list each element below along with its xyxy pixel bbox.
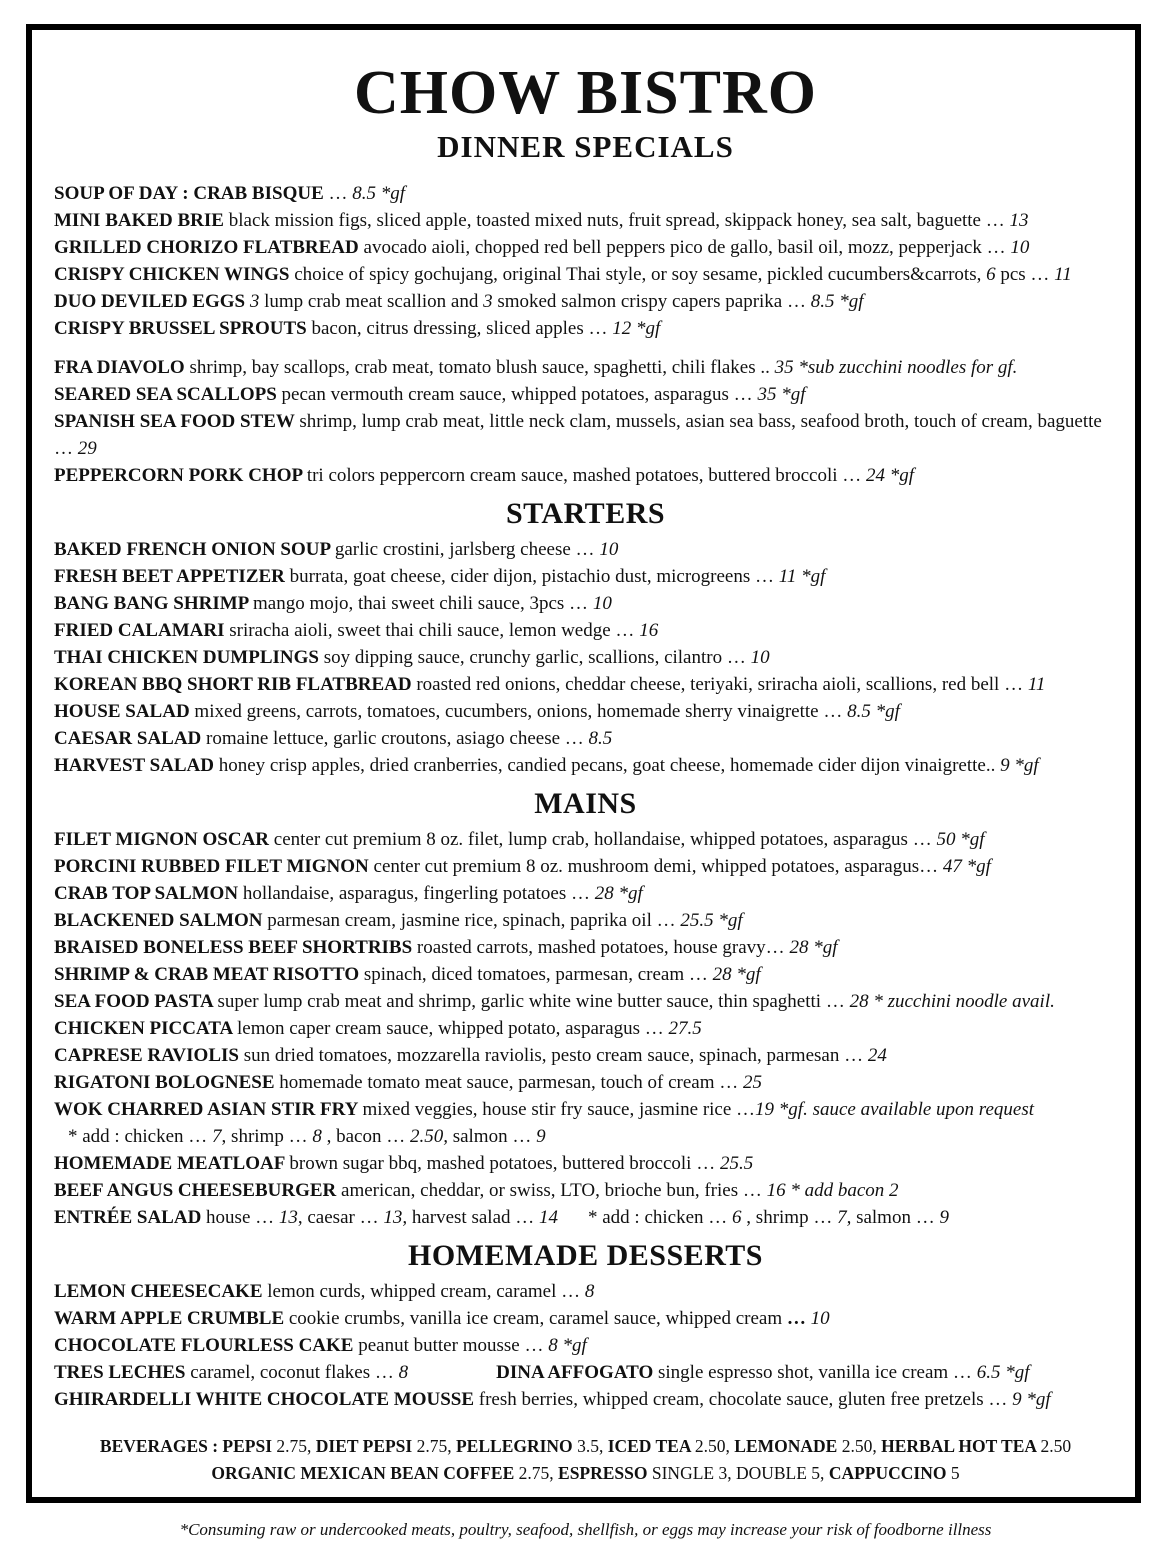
item-text: 29 <box>77 438 97 459</box>
item-text: SINGLE 3, DOUBLE 5, <box>651 1463 829 1483</box>
item-text: 19 *gf. sauce available upon request <box>755 1099 1035 1120</box>
item-text: , shrimp … <box>741 1207 838 1228</box>
menu-item <box>54 752 1117 779</box>
item-text: sun dried tomatoes, mozzarella raviolis, pesto cream sauce, spinach, parmesan … <box>243 1045 868 1066</box>
menu-item <box>54 617 1117 644</box>
item-text: 28 *gf <box>712 964 761 985</box>
item-name: CHICKEN PICCATA <box>54 1018 237 1039</box>
item-text: 10 <box>592 593 612 614</box>
section-heading: MAINS <box>534 787 637 820</box>
item-text: 25.5 <box>719 1153 754 1174</box>
item-name: CRISPY CHICKEN WINGS <box>54 264 295 285</box>
item-text: tri colors peppercorn cream sauce, mashed potatoes, buttered broccoli … <box>306 465 867 486</box>
item-name: HERBAL HOT TEA <box>881 1436 1041 1456</box>
menu-item <box>54 1015 1117 1042</box>
item-text: choice of spicy gochujang, original Thai style, or soy sesame, pickled cucumbers&carrots, <box>294 264 987 285</box>
item-name: FRA DIAVOLO <box>54 357 190 378</box>
menu-item <box>54 1359 1117 1386</box>
menu-item <box>54 934 1117 961</box>
item-name: SHRIMP & CRAB MEAT RISOTTO <box>54 964 364 985</box>
item-name: WARM APPLE CRUMBLE <box>54 1308 289 1329</box>
item-text: 25 <box>743 1072 762 1093</box>
item-name: PELLEGRINO <box>455 1436 578 1456</box>
item-text: 6 <box>732 1207 742 1228</box>
item-name: RIGATONI BOLOGNESE <box>54 1072 280 1093</box>
menu-item <box>54 354 1117 381</box>
menu-item <box>54 381 1117 408</box>
item-text: 8 *gf <box>548 1335 587 1356</box>
item-text: avocado aioli, chopped red bell peppers pico de gallo, basil oil, mozz, pepperjack … <box>363 237 1011 258</box>
restaurant-name: CHOW BISTRO <box>354 59 817 127</box>
item-text: 14 <box>539 1207 558 1228</box>
menu-item <box>54 563 1117 590</box>
item-text: honey crisp apples, dried cranberries, candied pecans, goat cheese, homemade cider dijon vinaigrette.. <box>218 755 1001 776</box>
item-name: PORCINI RUBBED FILET MIGNON <box>54 856 374 877</box>
item-text: 28 * zucchini noodle avail. <box>849 991 1055 1012</box>
menu-item <box>54 1204 1117 1231</box>
item-text: 8.5 *gf <box>810 291 864 312</box>
item-text: 24 *gf <box>866 465 915 486</box>
menu-item <box>54 1305 1117 1332</box>
section-heading: HOMEMADE DESSERTS <box>407 1239 763 1272</box>
menu-item <box>54 315 1117 342</box>
item-text: 13 <box>1009 210 1029 231</box>
item-text: 8 <box>584 1281 595 1302</box>
item-text: 2.50, <box>841 1436 882 1456</box>
item-text: , shrimp … <box>221 1126 313 1147</box>
item-text: 16 <box>639 620 659 641</box>
item-name: CAESAR SALAD <box>54 728 207 749</box>
item-text: 13, <box>383 1207 408 1228</box>
item-text: roasted red onions, cheddar cheese, teriyaki, sriracha aioli, scallions, red bell … <box>416 674 1028 695</box>
item-text: 16 * add bacon 2 <box>766 1180 899 1201</box>
item-text: american, cheddar, or swiss, LTO, brioche bun, fries … <box>341 1180 767 1201</box>
item-text: 5 <box>950 1463 960 1483</box>
item-name: CAPPUCCINO <box>828 1463 951 1483</box>
item-text: 9 *gf <box>1012 1389 1051 1410</box>
item-text: 3 <box>483 291 498 312</box>
menu-item <box>54 880 1117 907</box>
item-text: 25.5 *gf <box>680 910 743 931</box>
section-heading: STARTERS <box>505 497 666 530</box>
item-text: center cut premium 8 oz. mushroom demi, whipped potatoes, asparagus… <box>373 856 943 877</box>
menu-item <box>54 1096 1117 1123</box>
menu-item <box>54 907 1117 934</box>
item-name: FRESH BEET APPETIZER <box>54 566 290 587</box>
item-name: THAI CHICKEN DUMPLINGS <box>54 647 324 668</box>
consumer-advisory-disclaimer: *Consuming raw or undercooked meats, poultry, seafood, shellfish, or eggs may increase your risk of foodborne illness <box>179 1520 992 1539</box>
item-text: 2.50, <box>694 1436 735 1456</box>
item-text: caramel, coconut flakes … <box>190 1362 399 1383</box>
item-text: brown sugar bbq, mashed potatoes, buttered broccoli … <box>289 1153 720 1174</box>
item-name: BEVERAGES : PEPSI <box>99 1436 277 1456</box>
item-text: 35 *gf <box>757 384 806 405</box>
item-text: 9 <box>536 1126 546 1147</box>
item-text: 12 *gf <box>612 318 661 339</box>
item-name: … <box>786 1308 811 1329</box>
item-text: sriracha aioli, sweet thai chili sauce, lemon wedge … <box>229 620 640 641</box>
item-text: homemade tomato meat sauce, parmesan, touch of cream … <box>279 1072 743 1093</box>
menu-item <box>54 1042 1117 1069</box>
item-name: FRIED CALAMARI <box>54 620 230 641</box>
menu-item <box>54 1123 1117 1150</box>
menu-item <box>54 961 1117 988</box>
menu-page-border <box>26 24 1141 1539</box>
item-text: 2.75, <box>518 1463 559 1483</box>
menu-item <box>54 644 1117 671</box>
menu-item <box>54 698 1117 725</box>
item-name: ENTRÉE SALAD <box>54 1207 207 1228</box>
item-name: BANG BANG SHRIMP <box>54 593 253 614</box>
item-text: 11 *gf <box>778 566 826 587</box>
item-name: CRAB TOP SALMON <box>54 883 243 904</box>
item-text: 8.5 *gf <box>352 183 406 204</box>
menu-item <box>54 826 1117 853</box>
menu-item <box>54 207 1117 234</box>
item-name: DUO DEVILED EGGS <box>54 291 250 312</box>
menu-item <box>54 536 1117 563</box>
item-text: mango mojo, thai sweet chili sauce, 3pcs … <box>253 593 593 614</box>
item-text: cookie crumbs, vanilla ice cream, caramel sauce, whipped cream <box>288 1308 787 1329</box>
item-text: romaine lettuce, garlic croutons, asiago cheese … <box>206 728 589 749</box>
item-text: 8.5 *gf <box>847 701 900 722</box>
item-name: CRISPY BRUSSEL SPROUTS <box>54 318 312 339</box>
item-name: DIET PEPSI <box>315 1436 417 1456</box>
beverages-list <box>54 1433 1117 1487</box>
item-text: bacon, citrus dressing, sliced apples … <box>311 318 613 339</box>
item-text: 28 *gf <box>594 883 643 904</box>
item-text: 2.50 <box>1040 1436 1072 1456</box>
item-text: lemon curds, whipped cream, caramel … <box>267 1281 585 1302</box>
menu-item <box>54 462 1117 489</box>
item-text: 10 <box>810 1308 830 1329</box>
item-text: spinach, diced tomatoes, parmesan, cream … <box>363 964 713 985</box>
menu-item <box>54 1278 1117 1305</box>
item-text: 2.75, <box>276 1436 316 1456</box>
item-name: ICED TEA <box>607 1436 695 1456</box>
item-name: KOREAN BBQ SHORT RIB FLATBREAD <box>54 674 417 695</box>
item-text: house … <box>206 1207 279 1228</box>
item-name: DINA AFFOGATO <box>496 1362 658 1383</box>
item-text: 8.5 <box>588 728 613 749</box>
item-text: 8 <box>398 1362 409 1383</box>
item-text: … <box>328 183 353 204</box>
item-name: TRES LECHES <box>54 1362 191 1383</box>
item-text: 6 <box>986 264 996 285</box>
menu-sections <box>54 180 1117 1413</box>
menu-item <box>54 725 1117 752</box>
menu-item <box>54 261 1117 288</box>
item-text: harvest salad … <box>407 1207 539 1228</box>
menu-item <box>54 1069 1117 1096</box>
item-name: ESPRESSO <box>558 1463 652 1483</box>
item-name: SEARED SEA SCALLOPS <box>54 384 282 405</box>
item-name: LEMONADE <box>734 1436 842 1456</box>
beverage-line <box>54 1460 1117 1487</box>
item-name: SEA FOOD PASTA <box>54 991 218 1012</box>
item-name: BEEF ANGUS CHEESEBURGER <box>54 1180 342 1201</box>
menu-item <box>54 1386 1117 1413</box>
item-text: 9 <box>939 1207 949 1228</box>
item-name: SPANISH SEA FOOD STEW <box>54 411 300 432</box>
item-text: smoked salmon crispy capers paprika … <box>497 291 811 312</box>
item-text: 13 <box>278 1207 298 1228</box>
menu-item <box>54 408 1117 462</box>
item-name: BRAISED BONELESS BEEF SHORTRIBS <box>54 937 417 958</box>
item-name: GRILLED CHORIZO FLATBREAD <box>54 237 364 258</box>
item-text: fresh berries, whipped cream, chocolate sauce, gluten free pretzels … <box>478 1389 1013 1410</box>
item-text: 47 *gf <box>942 856 991 877</box>
item-text: * add : chicken … <box>588 1207 733 1228</box>
menu-item <box>54 288 1117 315</box>
item-text: 50 *gf <box>936 829 985 850</box>
item-name: HOUSE SALAD <box>54 701 195 722</box>
item-name: GHIRARDELLI WHITE CHOCOLATE MOUSSE <box>54 1389 479 1410</box>
item-text: soy dipping sauce, crunchy garlic, scallions, cilantro … <box>323 647 751 668</box>
menu-item <box>54 234 1117 261</box>
item-text: 27.5 <box>668 1018 702 1039</box>
item-text: 3.5, <box>577 1436 608 1456</box>
item-text: * add : chicken … <box>68 1126 213 1147</box>
item-text: , caesar … <box>297 1207 384 1228</box>
item-name: SOUP OF DAY : CRAB BISQUE <box>54 183 329 204</box>
item-text: 8 <box>312 1126 322 1147</box>
item-text: 35 *sub zucchini noodles for gf. <box>774 357 1018 378</box>
item-text: burrata, goat cheese, cider dijon, pistachio dust, microgreens … <box>289 566 779 587</box>
item-name: FILET MIGNON OSCAR <box>54 829 274 850</box>
menu-item <box>54 1332 1117 1359</box>
item-text: peanut butter mousse … <box>358 1335 549 1356</box>
item-text: garlic crostini, jarlsberg cheese … <box>334 539 600 560</box>
item-name: MINI BAKED BRIE <box>54 210 229 231</box>
item-text: single espresso shot, vanilla ice cream … <box>658 1362 977 1383</box>
item-text: 11 <box>1027 674 1046 695</box>
item-text: 10 <box>750 647 770 668</box>
item-text: roasted carrots, mashed potatoes, house gravy… <box>416 937 790 958</box>
item-text: hollandaise, asparagus, fingerling potatoes … <box>242 883 595 904</box>
item-text: 7 <box>212 1126 222 1147</box>
item-text: pecan vermouth cream sauce, whipped potatoes, asparagus … <box>281 384 758 405</box>
item-text: 7, <box>837 1207 852 1228</box>
menu-item <box>54 1150 1117 1177</box>
item-name: BAKED FRENCH ONION SOUP <box>54 539 335 560</box>
item-text: parmesan cream, jasmine rice, spinach, paprika oil … <box>267 910 681 931</box>
item-name: HOMEMADE MEATLOAF <box>54 1153 290 1174</box>
item-text: mixed veggies, house stir fry sauce, jasmine rice … <box>362 1099 756 1120</box>
item-text: black mission figs, sliced apple, toasted mixed nuts, fruit spread, skippack honey, sea salt, baguette … <box>228 210 1010 231</box>
beverage-line <box>54 1433 1117 1460</box>
menu-item <box>54 590 1117 617</box>
item-text: mixed greens, carrots, tomatoes, cucumbers, onions, homemade sherry vinaigrette … <box>194 701 848 722</box>
item-text: 3 <box>249 291 265 312</box>
item-name: LEMON CHEESECAKE <box>54 1281 268 1302</box>
item-text: 9 *gf <box>1000 755 1039 776</box>
item-text: 28 *gf <box>789 937 838 958</box>
menu-item <box>54 988 1117 1015</box>
item-text: pcs … <box>995 264 1055 285</box>
item-text: 10 <box>599 539 619 560</box>
item-text: salmon … <box>447 1126 537 1147</box>
item-text: super lump crab meat and shrimp, garlic white wine butter sauce, thin spaghetti … <box>217 991 850 1012</box>
menu-item <box>54 853 1117 880</box>
item-name: ORGANIC MEXICAN BEAN COFFEE <box>211 1463 519 1483</box>
item-text: 10 <box>1010 237 1030 258</box>
menu-item <box>54 671 1117 698</box>
item-text: shrimp, lump crab meat, little neck clam, mussels, asian sea bass, seafood broth, touch of cream, baguette … <box>54 411 1102 459</box>
item-name: PEPPERCORN PORK CHOP <box>54 465 307 486</box>
item-text: 2.50, <box>409 1126 448 1147</box>
item-text: 2.75, <box>416 1436 456 1456</box>
item-text: center cut premium 8 oz. filet, lump crab, hollandaise, whipped potatoes, asparagus … <box>273 829 937 850</box>
menu-item <box>54 1177 1117 1204</box>
item-text: 6.5 *gf <box>976 1362 1030 1383</box>
item-name: BLACKENED SALMON <box>54 910 268 931</box>
item-text: salmon … <box>851 1207 940 1228</box>
item-name: CHOCOLATE FLOURLESS CAKE <box>54 1335 359 1356</box>
menu-item <box>54 180 1117 207</box>
item-text: lump crab meat scallion and <box>264 291 484 312</box>
item-text: 11 <box>1054 264 1072 285</box>
item-name: HARVEST SALAD <box>54 755 219 776</box>
item-text: lemon caper cream sauce, whipped potato, asparagus … <box>236 1018 669 1039</box>
item-name: WOK CHARRED ASIAN STIR FRY <box>54 1099 363 1120</box>
item-text: , bacon … <box>321 1126 410 1147</box>
item-text: 24 <box>867 1045 887 1066</box>
menu-subtitle: DINNER SPECIALS <box>437 129 734 164</box>
item-text: shrimp, bay scallops, crab meat, tomato blush sauce, spaghetti, chili flakes .. <box>189 357 775 378</box>
item-name: CAPRESE RAVIOLIS <box>54 1045 244 1066</box>
